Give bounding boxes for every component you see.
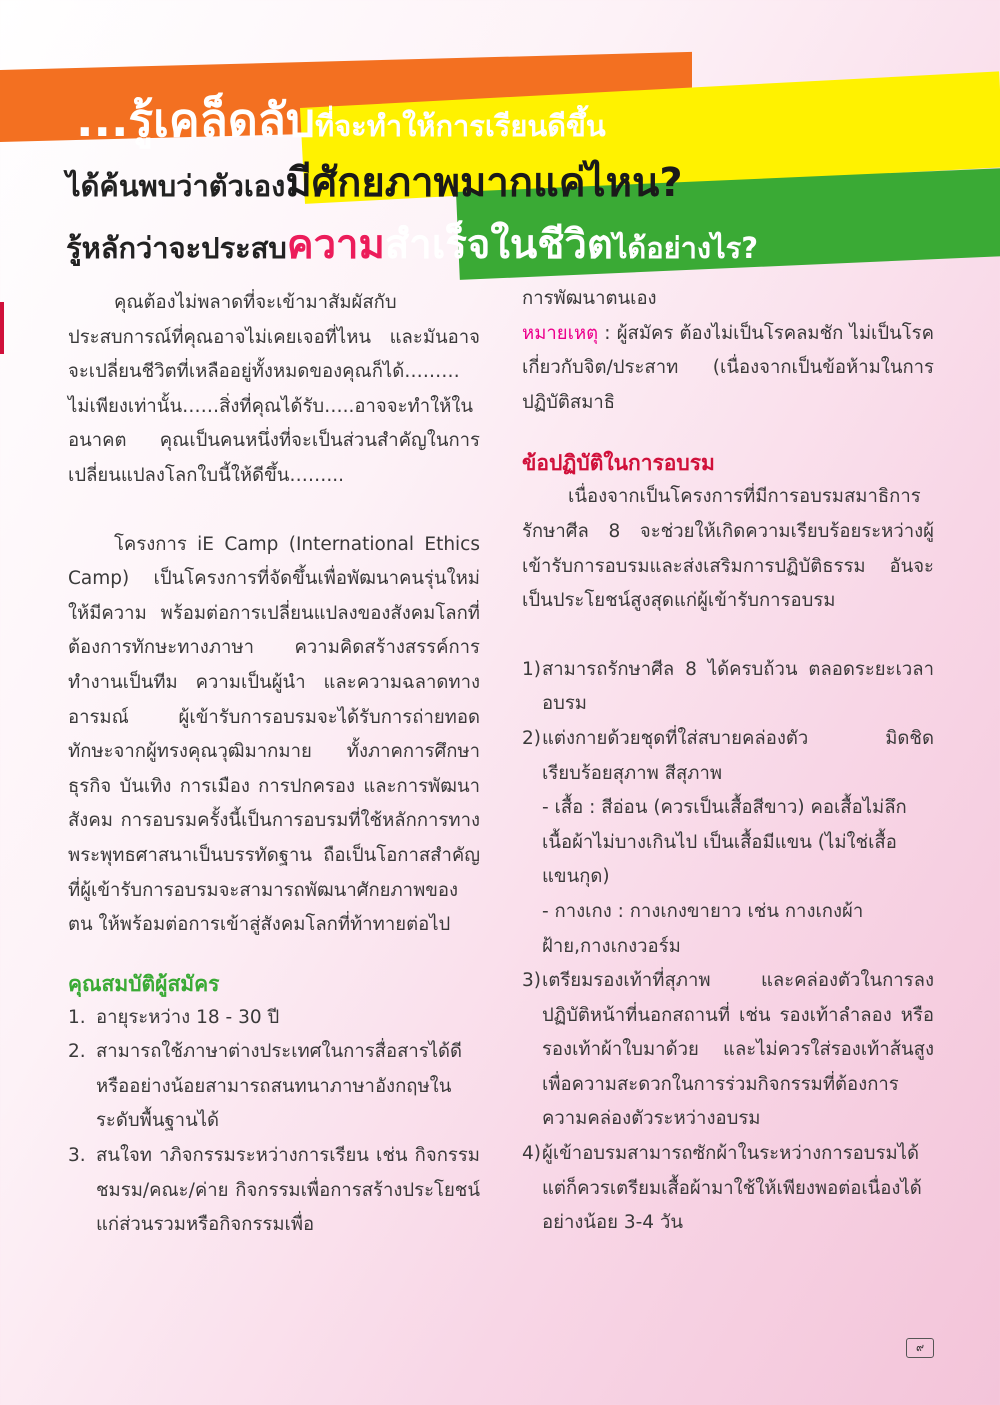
list-item-number: 1.	[68, 1006, 86, 1028]
list-item	[522, 722, 934, 791]
header-line-3	[66, 212, 758, 276]
page-number: ๙	[906, 1338, 934, 1358]
spacer	[522, 619, 934, 653]
header-line-1-big: ...รู้เคล็ดลับ	[76, 93, 316, 147]
list-item-text: สามารถใช้ภาษาต่างประเทศในการสื่อสารได้ดี หรืออย่างน้อยสามารถสนทนาภาษาอังกฤษในระดับพื้นฐานได้	[96, 1041, 463, 1132]
qualifications-title: คุณสมบัติผู้สมัคร	[68, 971, 220, 996]
list-item	[522, 1137, 934, 1241]
right-column	[522, 282, 934, 1241]
continuation-text: การพัฒนาตนเอง	[522, 288, 657, 309]
list-item-text: สนใจท าภิจกรรมระหว่างการเรียน เช่น กิจกรรม ชมรม/คณะ/ค่าย กิจกรรมเพื่อการสร้างประโยชน์แก่ส่วนรวมหรือกิจกรรมเพื่อ	[96, 1145, 480, 1236]
header-line-1-small: ที่จะทำให้การเรียนดีขึ้น	[315, 109, 606, 143]
note-label: หมายเหตุ	[522, 322, 599, 344]
list-item-number: 2)	[522, 727, 541, 749]
list-item-text: อายุระหว่าง 18 - 30 ปี	[96, 1006, 280, 1028]
project-paragraph: โครงการ iE Camp (International Ethics Camp) เป็นโครงการที่จัดขึ้นเพื่อพัฒนาคนรุ่นใหม่ให้มีความ พร้อมต่อการเปลี่ยนแปลงของสังคมโลกที่ต้องการทักษะทางภาษา ความคิดสร้างสรรค์การทำงานเป็นทีม ความเป็นผู้นำ และความฉลาดทางอารมณ์ ผู้เข้ารับการอบรมจะได้รับการถ่ายทอดทักษะจากผู้ทรงคุณวุฒิมากมาย ทั้งภาคการศึกษา ธุรกิจ บันเทิง การเมือง การปกครอง และการพัฒนาสังคม การอบรมครั้งนี้เป็นการอบรมที่ใช้หลักการทางพระพุทธศาสนาเป็นบรรทัดฐาน ถือเป็นโอกาสสำคัญที่ผู้เข้ารับการอบรมจะสามารถพัฒนาศักยภาพของตน ให้พร้อมต่อการเข้าสู่สังคมโลกที่ท้าทายต่อไป	[68, 533, 480, 936]
left-column	[68, 286, 480, 1243]
intro-paragraph: คุณต้องไม่พลาดที่จะเข้ามาสัมผัสกับประสบการณ์ที่คุณอาจไม่เคยเจอที่ไหน และมันอาจจะเปลี่ยนชีวิตที่เหลืออยู่ทั้งหมดของคุณก็ได้………ไม่เพียงเท่านั้น……สิ่งที่คุณได้รับ…..อาจจะทำให้ในอนาคต คุณเป็นคนหนึ่งที่จะเป็นส่วนสำคัญในการเปลี่ยนแปลงโลกใบนี้ให้ดีขึ้น……...	[68, 292, 480, 486]
rules-title: ข้อปฏิบัติในการอบรม	[522, 451, 715, 476]
header-line-2-big: มีศักยภาพมากแค่ไหน?	[285, 160, 683, 206]
list-item	[68, 1001, 480, 1036]
list-item-text: แต่งกายด้วยชุดที่ใส่สบายคล่องตัว มิดชิด เรียบร้อยสุภาพ สีสุภาพ	[542, 727, 934, 784]
header-line-2	[66, 150, 683, 214]
rules-intro: เนื่องจากเป็นโครงการที่มีการอบรมสมาธิการรักษาศีล 8 จะช่วยให้เกิดความเรียบร้อยระหว่างผู้เข้ารับการอบรมและส่งเสริมการปฏิบัติธรรม อันจะเป็นประโยชน์สูงสุดแก่ผู้เข้ารับการอบรม	[522, 486, 934, 612]
list-item	[522, 964, 934, 1137]
header-line-2-small: ได้ค้นพบว่าตัวเอง	[66, 169, 286, 203]
list-item-text: สามารถรักษาศีล 8 ได้ครบถ้วน ตลอดระยะเวลาอบรม	[542, 658, 934, 715]
list-item	[68, 1139, 480, 1243]
list-item-number: 1)	[522, 658, 541, 680]
spacer	[68, 494, 480, 528]
edge-marker	[0, 302, 4, 354]
header-line-3-big-2: สำเร็จในชีวิต	[384, 222, 613, 268]
header-line-1	[76, 84, 606, 157]
list-item-number: 4)	[522, 1143, 541, 1165]
list-item-text: ผู้เข้าอบรมสามารถซักผ้าในระหว่างการอบรมได้ แต่ก็ควรเตรียมเสื้อผ้ามาใช้ให้เพียงพอต่อเนื่องได้อย่างน้อย 3-4 วัน	[542, 1143, 922, 1234]
list-item	[68, 1035, 480, 1139]
list-item-text: เตรียมรองเท้าที่สุภาพ และคล่องตัวในการลงปฏิบัติหน้าที่นอกสถานที่ เช่น รองเท้าลำลอง หรือรองเท้าผ้าใบมาด้วย และไม่ควรใส่รองเท้าส้นสูง เพื่อความสะดวกในการร่วมกิจกรรมที่ต้องการความคล่องตัวระหว่างอบรม	[542, 970, 934, 1130]
list-item-number: 3.	[68, 1145, 86, 1167]
dress-shirt-text: - เสื้อ : สีอ่อน (ควรเป็นเสื้อสีขาว) คอเสื้อไม่ลึก เนื้อผ้าไม่บางเกินไป เป็นเสื้อมีแขน (ไม่ใช่เสื้อแขนกุด)	[542, 797, 907, 888]
note-paragraph	[522, 317, 934, 421]
list-item-number: 3)	[522, 970, 541, 992]
list-item	[522, 653, 934, 722]
dress-pants-text: - กางเกง : กางเกงขายาว เช่น กางเกงผ้าฝ้าย,กางเกงวอร์ม	[542, 900, 864, 957]
note-text: : ผู้สมัคร ต้องไม่เป็นโรคลมชัก ไม่เป็นโรคเกี่ยวกับจิต/ประสาท (เนื่องจากเป็นข้อห้ามในการปฏิบัติสมาธิ	[522, 322, 934, 413]
header-line-3-tail: ได้อย่างไร?	[612, 231, 759, 265]
header-line-3-big-1: ความ	[286, 222, 385, 268]
header-line-3-small: รู้หลักว่าจะประสบ	[66, 231, 287, 265]
list-item-number: 2.	[68, 1041, 86, 1063]
